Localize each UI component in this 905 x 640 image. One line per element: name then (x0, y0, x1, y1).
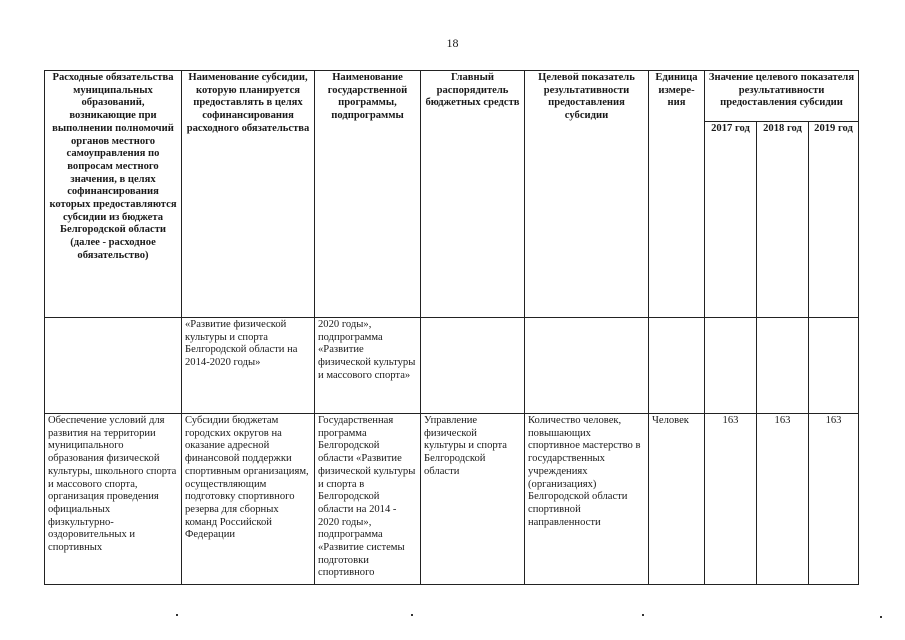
header-program-name: Наименование государственной программы, подпрограммы (315, 71, 421, 318)
scan-dot (880, 616, 882, 618)
header-row (45, 71, 859, 122)
header-unit: Единица измере-ния (649, 71, 705, 318)
header-target-indicator: Целевой показатель результативности предоставления субсидии (525, 71, 649, 318)
header-target-value: Значение целевого показателя результативности предоставления субсидии (705, 71, 859, 122)
cell-value-2019 (809, 318, 859, 414)
cell-value-2018 (757, 318, 809, 414)
cell-subsidy-name: «Развитие физической культуры и спорта Белгородской области на 2014-2020 годы» (182, 318, 315, 414)
header-obligations: Расходные обязательства муниципальных образований, возникающие при выполнении полномочий органов местного самоуправления по вопросам местного значения, в целях софинансирования которых предоставляются субсидии из бюджета Белгородской области (далее - расходное обязательство) (45, 71, 182, 318)
cell-budget-manager: Управление физической культуры и спорта Белгородской области (421, 414, 525, 585)
header-subsidy-name: Наименование субсидии, которую планируется предоставлять в целях софинансирования расходного обязательства (182, 71, 315, 318)
header-year-2017: 2017 год (705, 122, 757, 318)
scan-dot (176, 614, 178, 616)
page-number: 18 (446, 36, 459, 50)
cell-budget-manager (421, 318, 525, 414)
cell-program: Государственная программа Белгородской области «Развитие физической культуры и спорта в Белгородской области на 2014 - 2020 годы», подпрограмма «Развитие системы подготовки спортивного (315, 414, 421, 585)
cell-unit (649, 318, 705, 414)
header-budget-manager: Главный распорядитель бюджетных средств (421, 71, 525, 318)
cell-obligation: Обеспечение условий для развития на территории муниципального образования физической культуры, школьного спорта и массового спорта, организация проведения официальных физкультурно-оздоровительных и спортивных (45, 414, 182, 585)
cell-unit: Человек (649, 414, 705, 585)
cell-value-2018: 163 (757, 414, 809, 585)
table-row (45, 318, 859, 414)
scan-dot (411, 614, 413, 616)
cell-value-2017: 163 (705, 414, 757, 585)
header-year-2019: 2019 год (809, 122, 859, 318)
scan-dot (642, 614, 644, 616)
cell-obligation (45, 318, 182, 414)
cell-program: 2020 годы», подпрограмма «Развитие физической культуры и массового спорта» (315, 318, 421, 414)
cell-indicator (525, 318, 649, 414)
scan-artifacts (0, 614, 905, 624)
cell-indicator: Количество человек, повышающих спортивное мастерство в государственных учреждениях (организациях) Белгородской области спортивной направленности (525, 414, 649, 585)
table-row (45, 414, 859, 585)
cell-value-2017 (705, 318, 757, 414)
cell-value-2019: 163 (809, 414, 859, 585)
subsidy-table (44, 70, 859, 585)
cell-subsidy-name: Субсидии бюджетам городских округов на оказание адресной финансовой поддержки спортивным организациям, осуществляющим подготовку спортивного резерва для сборных команд Российской Федерации (182, 414, 315, 585)
header-year-2018: 2018 год (757, 122, 809, 318)
